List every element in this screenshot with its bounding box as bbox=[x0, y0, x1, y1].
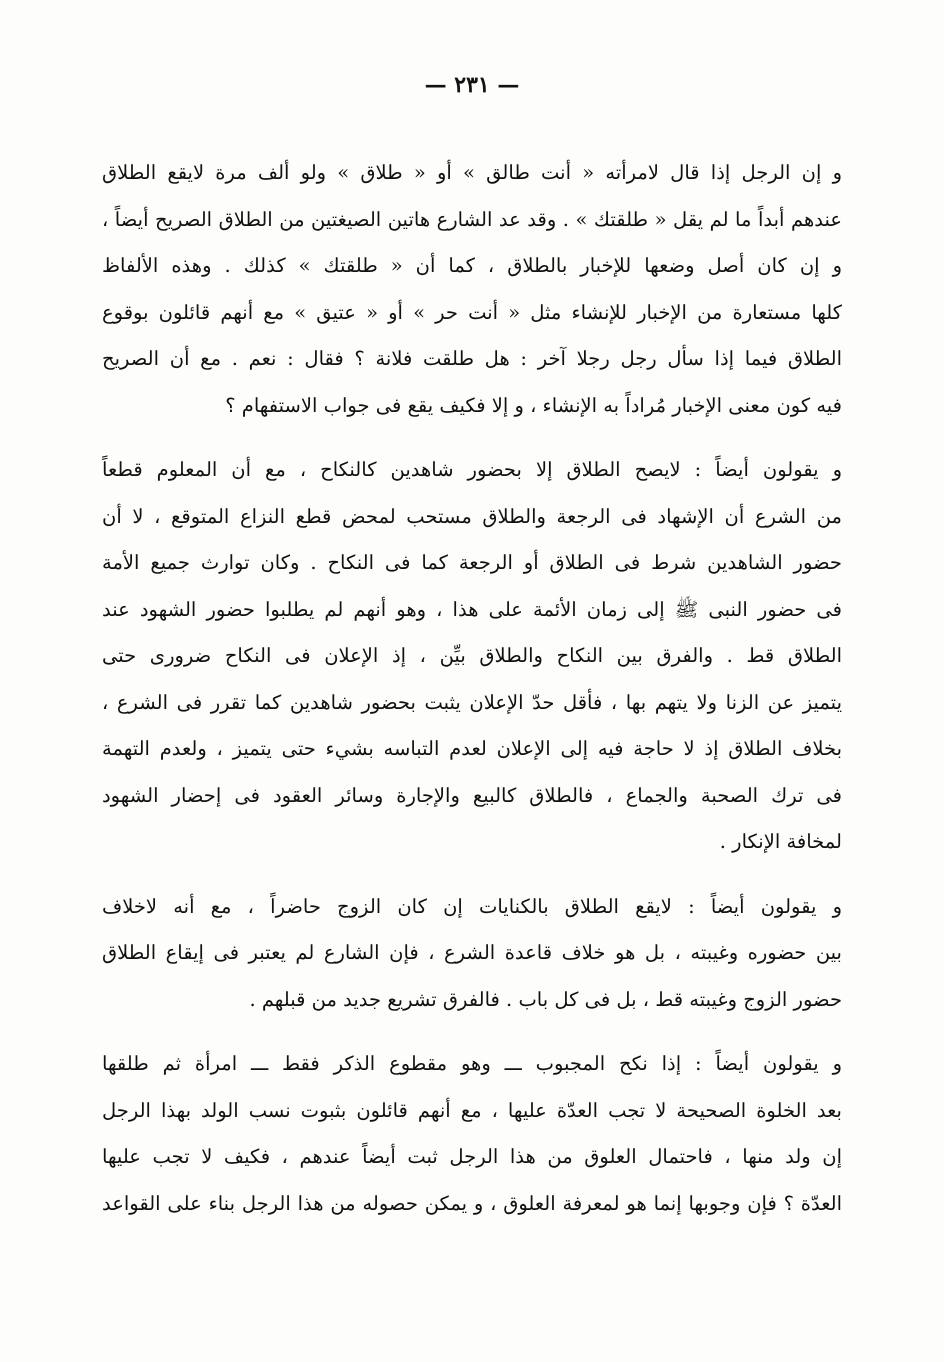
text-line: فى حضور النبى ﷺ إلى زمان الأئمة على هذا ، وهو أنهم لم يطلبوا حضور الشهود عند bbox=[102, 597, 842, 621]
body-text bbox=[102, 150, 842, 1245]
paragraph-2 bbox=[102, 447, 842, 866]
text-line: و يقولون أيضاً : إذا نكح المجبوب ـــ وهو مقطوع الذكر فقط ـــ امرأة ثم طلقها bbox=[102, 1052, 842, 1075]
paragraph-1 bbox=[102, 150, 842, 429]
text-line: حضور الشاهدين شرط فى الطلاق أو الرجعة كما فى النكاح . وكان توارث جميع الأمة bbox=[102, 551, 842, 574]
paragraph-4 bbox=[102, 1041, 842, 1227]
text-line: و يقولون أيضاً : لايصح الطلاق إلا بحضور شاهدين كالنكاح ، مع أن المعلوم قطعاً bbox=[102, 458, 842, 481]
page-number: — ٢٣١ — bbox=[424, 72, 520, 98]
text-line: بين حضوره وغيبته ، بل هو خلاف قاعدة الشرع ، فإن الشارع لم يعتبر فى إيقاع الطلاق bbox=[102, 941, 842, 964]
text-line: كلها مستعارة من الإخبار للإنشاء مثل « أنت حر » أو « عتيق » مع أنهم قائلون بوقوع bbox=[102, 300, 842, 324]
text-line: إن ولد منها ، فاحتمال العلوق من هذا الرجل ثبت أيضاً عندهم ، فكيف لا تجب عليها bbox=[102, 1145, 842, 1168]
text-line: فيه كون معنى الإخبار مُراداً به الإنشاء ، و إلا فكيف يقع فى جواب الاستفهام ؟ bbox=[225, 393, 842, 417]
text-line: فى ترك الصحبة والجماع ، فالطلاق كالبيع والإجارة وسائر العقود فى إحضار الشهود bbox=[102, 783, 842, 807]
text-line: من الشرع أن الإشهاد فى الرجعة والطلاق مستحب لمحض قطع النزاع المتوقع ، لا أن bbox=[102, 504, 842, 528]
text-line: و يقولون أيضاً : لايقع الطلاق بالكنايات إن كان الزوج حاضراً ، مع أنه لاخلاف bbox=[102, 894, 842, 918]
text-line: يتميز عن الزنا ولا يتهم بها ، فأقل حدّ الإعلان يثبت بحضور شاهدين كما تقرر فى الشرع ، bbox=[102, 690, 842, 714]
text-line: لمخافة الإنكار . bbox=[719, 830, 842, 853]
text-line: الطلاق فيما إذا سأل رجل رجلا آخر : هل طلقت فلانة ؟ فقال : نعم . مع أن الصريح bbox=[102, 347, 842, 370]
text-line: العدّة ؟ فإن وجوبها إنما هو لمعرفة العلوق ، و يمكن حصوله من هذا الرجل بناء على القواعد bbox=[102, 1191, 842, 1215]
text-line: حضور الزوج وغيبته قط ، بل فى كل باب . فالفرق تشريع جديد من قبلهم . bbox=[249, 987, 842, 1011]
text-line: عندهم أبداً ما لم يقل « طلقتك » . وقد عد الشارع هاتين الصيغتين من الطلاق الصريح أيضاً ، bbox=[102, 207, 842, 231]
text-line: و إن الرجل إذا قال لامرأته « أنت طالق » أو « طلاق » ولو ألف مرة لايقع الطلاق bbox=[102, 161, 842, 184]
paragraph-3 bbox=[102, 884, 842, 1024]
text-line: و إن كان أصل وضعها للإخبار بالطلاق ، كما أن « طلقتك » كذلك . وهذه الألفاظ bbox=[102, 254, 842, 277]
text-line: بخلاف الطلاق إذ لا حاجة فيه إلى الإعلان لعدم التباسه بشيء حتى يتميز ، ولعدم التهمة bbox=[102, 737, 842, 760]
text-line: بعد الخلوة الصحيحة لا تجب العدّة عليها ، مع أنهم قائلون بثبوت نسب الولد بهذا الرجل bbox=[102, 1098, 842, 1122]
text-line: الطلاق قط . والفرق بين النكاح والطلاق بيِّن ، إذ الإعلان فى النكاح ضرورى حتى bbox=[102, 644, 842, 667]
